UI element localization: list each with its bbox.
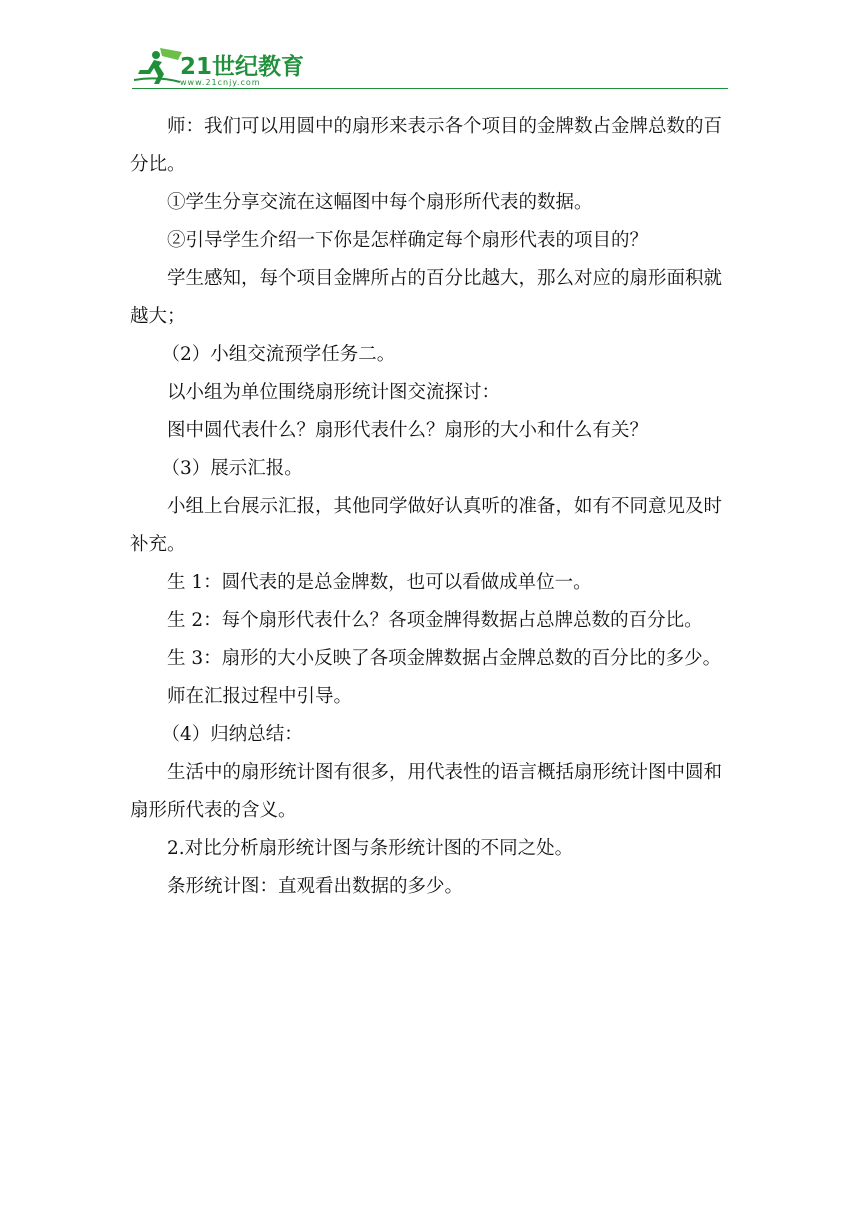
page-header [132,44,332,92]
header-divider [132,88,728,89]
paragraph: 生活中的扇形统计图有很多，用代表性的语言概括扇形统计图中圆和扇形所代表的含义。 [130,762,723,821]
paragraph: ②引导学生介绍一下你是怎样确定每个扇形代表的项目的？ [167,230,649,251]
paragraph: 生 2：每个扇形代表什么？各项金牌得数据占总牌总数的百分比。 [167,610,703,631]
paragraph: （4）归纳总结： [161,724,303,745]
paragraph: ①学生分享交流在这幅图中每个扇形所代表的数据。 [167,192,593,213]
paragraph: 小组上台展示汇报，其他同学做好认真听的准备，如有不同意见及时补充。 [130,496,723,555]
paragraph: 生 3：扇形的大小反映了各项金牌数据占金牌总数的百分比的多少。 [167,648,722,669]
runner-logo-icon [132,46,184,86]
paragraph: 学生感知，每个项目金牌所占的百分比越大，那么对应的扇形面积就越大； [130,268,723,327]
paragraph: 条形统计图：直观看出数据的多少。 [167,876,464,897]
paragraph: （3）展示汇报。 [161,458,303,479]
paragraph: 图中圆代表什么？扇形代表什么？扇形的大小和什么有关？ [167,420,649,441]
paragraph: 师在汇报过程中引导。 [167,686,353,707]
brand-logo-text: 21世纪教育 [180,54,305,80]
brand-logo-url: www.21cnjy.com [180,78,261,87]
paragraph: 以小组为单位围绕扇形统计图交流探讨： [167,382,501,403]
paragraph: 生 1：圆代表的是总金牌数，也可以看做成单位一。 [167,572,592,593]
paragraph: （2）小组交流预学任务二。 [161,344,396,365]
paragraph: 2.对比分析扇形统计图与条形统计图的不同之处。 [167,838,574,859]
paragraph: 师：我们可以用圆中的扇形来表示各个项目的金牌数占金牌总数的百分比。 [130,116,723,175]
document-body [130,108,730,906]
